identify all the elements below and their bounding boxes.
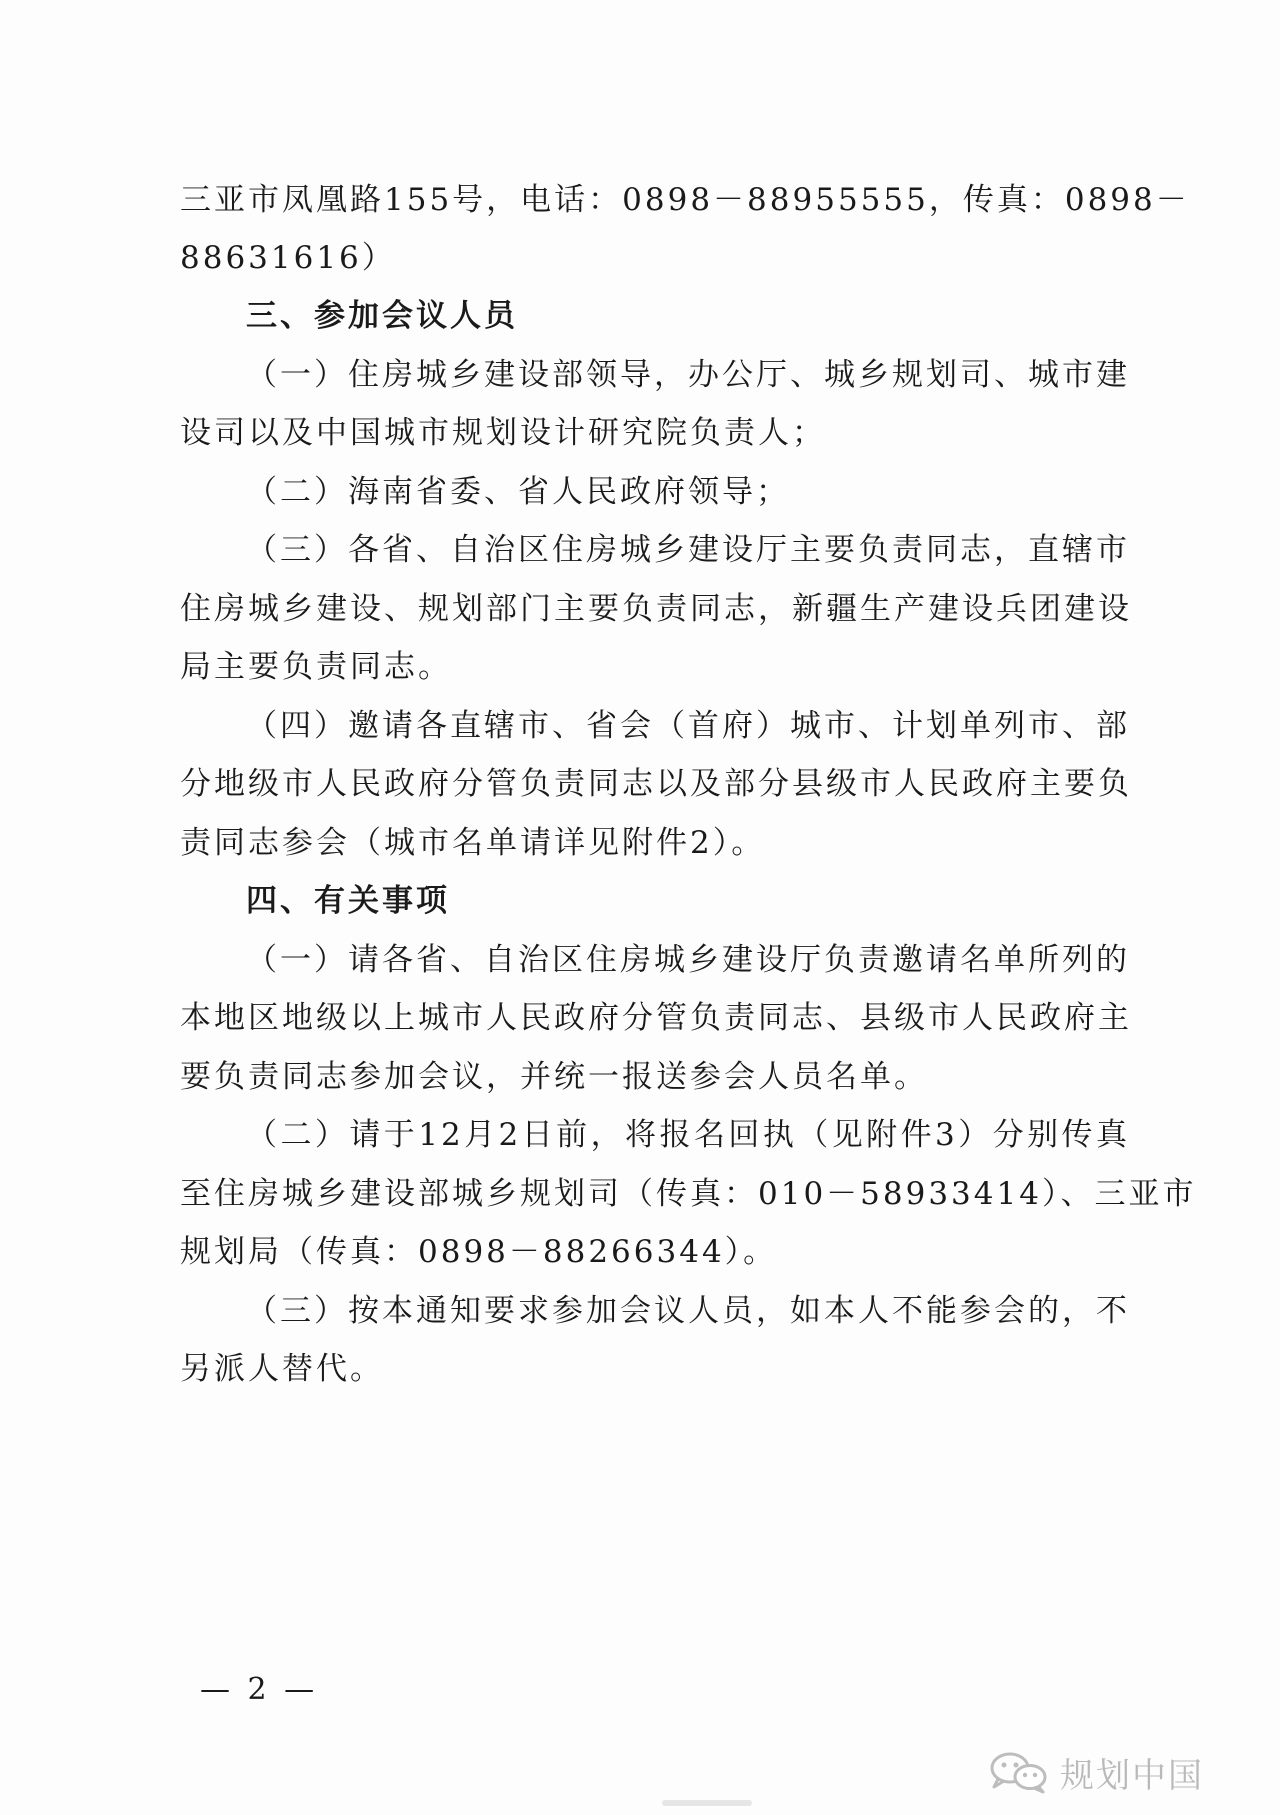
paragraph-line: （三）按本通知要求参加会议人员，如本人不能参会的，不 [246, 1293, 1130, 1329]
section-heading: 三、参加会议人员 [246, 298, 518, 334]
watermark [988, 1750, 1204, 1794]
paragraph-line: 要负责同志参加会议，并统一报送参会人员名单。 [180, 1059, 928, 1095]
watermark-text: 规划中国 [1060, 1755, 1204, 1796]
paragraph-line: 至住房城乡建设部城乡规划司（传真：010－58933414）、三亚市 [180, 1176, 1197, 1212]
paragraph-line: （一）请各省、自治区住房城乡建设厅负责邀请名单所列的 [246, 942, 1130, 978]
paragraph-line: 88631616） [180, 240, 396, 276]
paragraph-line: 设司以及中国城市规划设计研究院负责人； [180, 415, 826, 451]
paragraph-line: 规划局（传真：0898－88266344）。 [180, 1234, 778, 1270]
paragraph-line: （二）请于12月2日前，将报名回执（见附件3）分别传真 [246, 1117, 1130, 1153]
scan-artifact [662, 1800, 752, 1806]
paragraph-line: （四）邀请各直辖市、省会（首府）城市、计划单列市、部 [246, 708, 1130, 744]
paragraph-line: （三）各省、自治区住房城乡建设厅主要负责同志，直辖市 [246, 532, 1130, 568]
paragraph-line: 局主要负责同志。 [180, 649, 452, 685]
section-heading: 四、有关事项 [246, 883, 450, 919]
paragraph-line: （一）住房城乡建设部领导，办公厅、城乡规划司、城市建 [246, 357, 1130, 393]
paragraph-line: 分地级市人民政府分管负责同志以及部分县级市人民政府主要负 [180, 766, 1132, 802]
paragraph-line: （二）海南省委、省人民政府领导； [246, 474, 790, 510]
paragraph-line: 三亚市凤凰路155号，电话：0898－88955555，传真：0898－ [180, 182, 1190, 218]
paragraph-line: 本地区地级以上城市人民政府分管负责同志、县级市人民政府主 [180, 1000, 1132, 1036]
paragraph-line: 住房城乡建设、规划部门主要负责同志，新疆生产建设兵团建设 [180, 591, 1132, 627]
paragraph-line: 另派人替代。 [180, 1351, 384, 1387]
paragraph-line: 责同志参会（城市名单请详见附件2）。 [180, 825, 766, 861]
page-number: — 2 — [200, 1672, 319, 1707]
wechat-icon [988, 1750, 1050, 1794]
